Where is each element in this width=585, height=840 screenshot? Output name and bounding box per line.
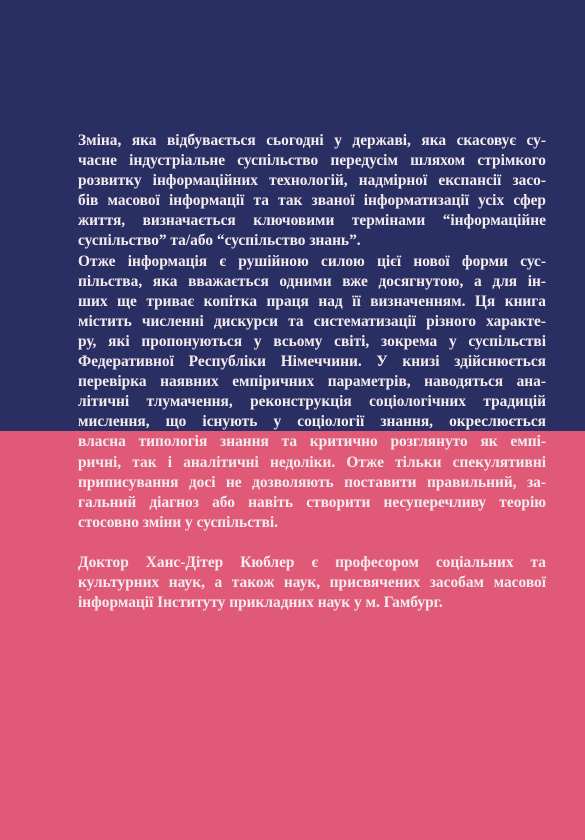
- back-cover-text: [62, 131, 546, 613]
- text-line: Федеративної Республіки Німеччини. У книзі здійснюється: [78, 353, 546, 371]
- text-line: культурних наук, а також наук, присвячених засобам масової: [78, 573, 546, 591]
- text-line: літичні тлумачення, реконструкція соціологічних традицій: [78, 393, 546, 411]
- paragraph-information: [62, 252, 546, 533]
- text-line: життя, визначається ключовими термінами “інформаційне: [78, 212, 546, 230]
- paragraph-gap: [62, 533, 546, 553]
- text-line: суспільство” та/або “суспільство знань”.: [78, 232, 361, 250]
- text-line: Зміна, яка відбувається сьогодні у державі, яка скасовує су-: [78, 132, 546, 149]
- text-line: ричні, так і аналітичні недоліки. Отже тільки спекулятивні: [78, 453, 546, 471]
- text-line: ших ще триває копітка праця над її визначенням. Ця книга: [78, 292, 546, 310]
- text-line: ру, які пропонуються у всьому світі, зокрема у суспільстві: [78, 332, 546, 350]
- paragraph-intro: [62, 131, 546, 252]
- text-line: часне індустріальне суспільство передусім шляхом стрімкого: [78, 152, 546, 170]
- text-line: перевірка наявних емпіричних параметрів, наводяться ана-: [78, 373, 546, 391]
- text-line: Отже інформація є рушійною силою цієї нової форми сус-: [78, 252, 546, 270]
- text-line: розвитку інформаційних технологій, надмірної експансії засо-: [78, 172, 546, 190]
- text-line: інформації Інституту прикладних наук у м. Гамбург.: [78, 594, 443, 612]
- text-line: гальний діагноз або навіть створити несуперечливу теорію: [78, 493, 546, 511]
- text-line: містить численні дискурси та систематизації різного характе-: [78, 312, 546, 330]
- text-line: бів масової інформації та так званої інформатизації усіх сфер: [78, 192, 546, 210]
- text-line: власна типологія знання та критично розглянуто як емпі-: [78, 433, 546, 451]
- text-line: приписування досі не дозволяють поставити правильний, за-: [78, 473, 546, 491]
- text-line: стосовно зміни у суспільстві.: [78, 513, 279, 531]
- text-line: Доктор Ханс-Дітер Кюблер є професором соціальних та: [78, 553, 546, 571]
- text-line: мислення, що існують у соціології знання, окреслюється: [78, 413, 546, 431]
- text-line: пільства, яка вважається одними вже досягнутою, а для ін-: [78, 272, 546, 290]
- paragraph-author: [62, 553, 546, 613]
